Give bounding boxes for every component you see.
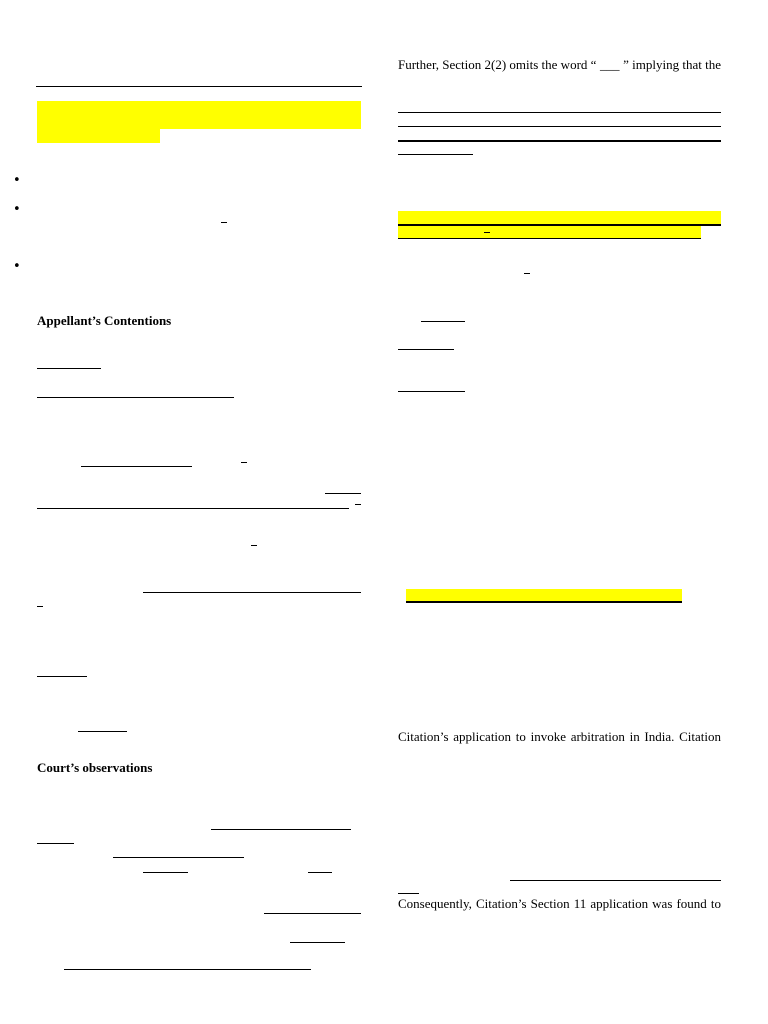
underline bbox=[37, 368, 101, 369]
underline bbox=[308, 872, 332, 873]
underline bbox=[37, 508, 349, 509]
footnote-mark bbox=[251, 545, 257, 546]
underline bbox=[81, 466, 192, 467]
appellant-contentions-heading: Appellant’s Contentions bbox=[37, 313, 172, 328]
text-further-post: ” implying that the bbox=[623, 57, 721, 72]
highlight-block-4 bbox=[398, 226, 701, 238]
underline bbox=[264, 913, 361, 914]
underline bbox=[398, 349, 454, 350]
underline bbox=[398, 140, 721, 142]
underline bbox=[64, 969, 311, 970]
underline bbox=[398, 154, 473, 155]
underline bbox=[113, 857, 244, 858]
section-rule bbox=[36, 86, 362, 87]
underline bbox=[406, 601, 682, 603]
court-observations-heading: Court’s observations bbox=[37, 760, 153, 775]
bullet-2: • bbox=[13, 202, 21, 217]
underline bbox=[398, 238, 701, 239]
underline bbox=[37, 676, 87, 677]
underline bbox=[510, 880, 721, 881]
highlight-block-5 bbox=[406, 589, 682, 601]
underline bbox=[398, 126, 721, 127]
paragraph-line-citation: Citation’s application to invoke arbitration in India. Citation bbox=[398, 729, 721, 744]
underline bbox=[421, 321, 465, 322]
paragraph-line-further bbox=[398, 57, 721, 73]
underline bbox=[325, 493, 361, 494]
text-further-blank: ___ bbox=[600, 57, 620, 72]
underline bbox=[37, 843, 74, 844]
underline bbox=[211, 829, 351, 830]
underline bbox=[290, 942, 345, 943]
footnote-mark bbox=[484, 232, 490, 233]
bullet-3: • bbox=[13, 259, 21, 274]
bullet-1: • bbox=[13, 173, 21, 188]
footnote-mark bbox=[37, 606, 43, 607]
underline bbox=[398, 112, 721, 113]
footnote-mark bbox=[524, 273, 530, 274]
underline bbox=[78, 731, 127, 732]
text-further-pre: Further, Section 2(2) omits the word “ bbox=[398, 57, 597, 72]
footnote-mark bbox=[221, 222, 227, 223]
highlight-block-3 bbox=[398, 211, 721, 225]
footnote-mark bbox=[241, 462, 247, 463]
underline bbox=[37, 397, 234, 398]
highlight-block-2 bbox=[37, 129, 160, 143]
paragraph-line-consequently: Consequently, Citation’s Section 11 application was found to bbox=[398, 896, 721, 911]
underline bbox=[143, 592, 361, 593]
highlight-block-1 bbox=[37, 101, 361, 129]
footnote-mark bbox=[355, 504, 361, 505]
underline bbox=[398, 893, 419, 894]
underline bbox=[143, 872, 188, 873]
underline bbox=[398, 391, 465, 392]
